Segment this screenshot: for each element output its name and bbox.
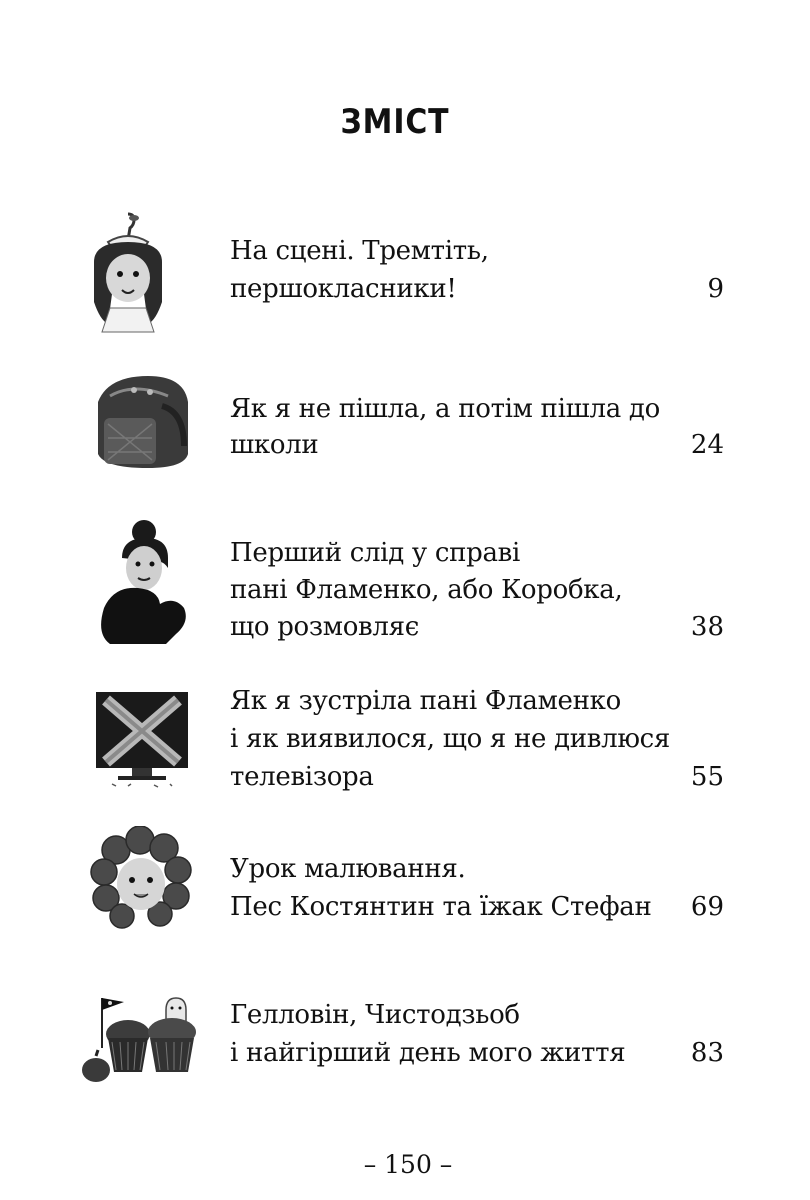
toc-entry-title-line: Перший слід у справі [230, 538, 521, 568]
toc-entry [80, 212, 730, 342]
toc-entry [80, 826, 730, 946]
toc-entry-title-line: і як виявилося, що я не дивлюся [230, 724, 671, 754]
toc-entry [80, 672, 730, 796]
toc-entry [80, 372, 730, 482]
toc-entry-title-line: Гелловін, Чистодзьоб [230, 1000, 520, 1030]
toc-page-number: 38 [690, 612, 724, 642]
toc-entry-title-line: На сцені. Тремтіть, [230, 236, 489, 266]
toc-entry [80, 518, 730, 648]
toc-entry [80, 982, 730, 1092]
toc-entry-title-line: що розмовляє [230, 612, 419, 642]
toc-entry-title-line: школи [230, 430, 319, 460]
toc-page-number: 83 [690, 1038, 724, 1068]
curly-haired-girl-icon [86, 826, 196, 936]
toc-entry-title-line: Як я не пішла, а потім пішла до [230, 394, 660, 424]
backpack-icon [80, 372, 196, 472]
crossed-tv-icon [92, 688, 202, 798]
girl-with-flamingo-icon [80, 212, 176, 336]
toc-page-number: 9 [707, 274, 724, 304]
toc-entry-title-line: Як я зустріла пані Фламенко [230, 686, 621, 716]
toc-entry-title-line: пані Фламенко, або Коробка, [230, 575, 623, 605]
toc-entry-title-line: першокласники! [230, 274, 457, 304]
halloween-cupcakes-icon [80, 992, 208, 1088]
toc-entry-title-line: Урок малювання. [230, 854, 466, 884]
toc-page-number: 24 [690, 430, 724, 460]
page-title: ЗМІСТ [340, 102, 450, 142]
woman-silhouette-icon [94, 518, 194, 646]
toc-entry-title-line: і найгірший день мого життя [230, 1038, 626, 1068]
toc-entry-title-line: телевізора [230, 762, 374, 792]
toc-entry-title-line: Пес Костянтин та їжак Стефан [230, 892, 652, 922]
toc-page-number: 69 [690, 892, 724, 922]
page-number: – 150 – [363, 1150, 453, 1179]
toc-page-number: 55 [690, 762, 724, 792]
